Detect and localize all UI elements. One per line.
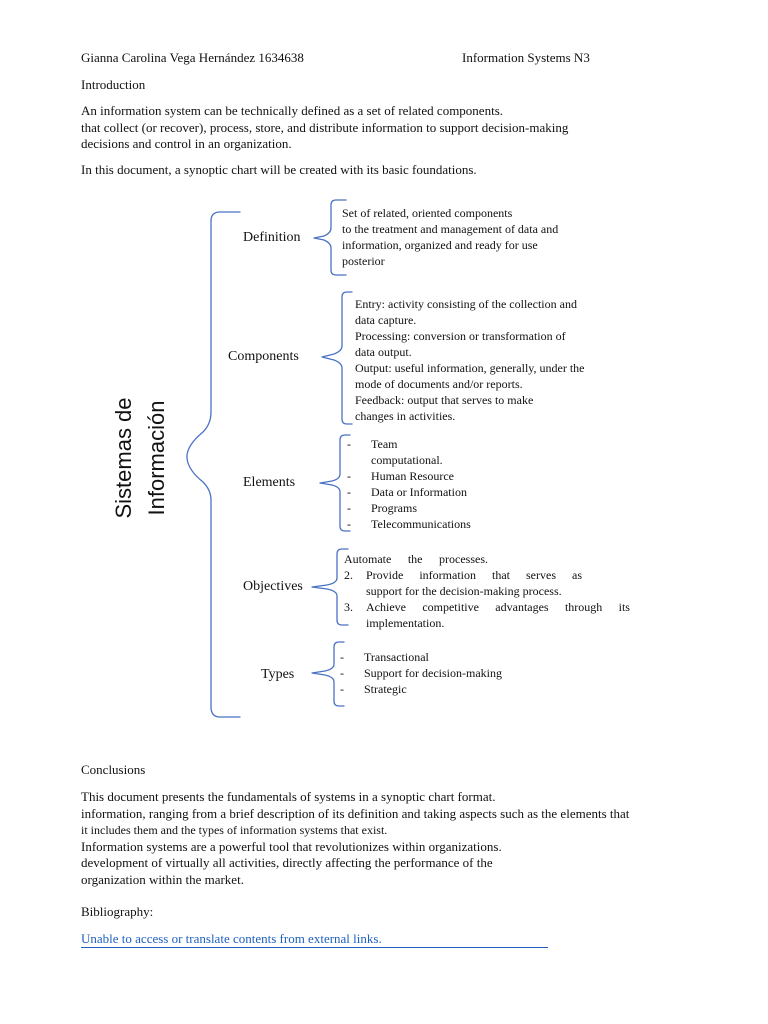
introduction-heading: Introduction: [81, 77, 146, 92]
chart-title-line: Sistemas de: [111, 397, 136, 519]
objective-row: 3. Achieve competitive advantages through its: [344, 600, 630, 614]
conclusions-line: it includes them and the types of information systems that exist.: [81, 823, 388, 837]
course-title: Information Systems N3: [462, 50, 590, 65]
elements-label: Elements: [243, 475, 296, 490]
components-line: Output: useful information, generally, under the: [355, 361, 585, 375]
main-brace: [187, 212, 240, 717]
author-line: Gianna Carolina Vega Hernández 1634638: [81, 50, 304, 65]
bibliography-link[interactable]: Unable to access or translate contents from external links.: [81, 931, 548, 948]
components-label: Components: [228, 349, 299, 364]
objective-row: support for the decision-making process.: [366, 584, 562, 598]
components-line: changes in activities.: [355, 409, 456, 423]
definition-line: Set of related, oriented components: [342, 206, 513, 220]
conclusions-line: Information systems are a powerful tool that revolutionizes within organizations.: [81, 838, 502, 854]
intro-line: decisions and control in an organization.: [81, 136, 292, 151]
definition-line: posterior: [342, 254, 385, 268]
definition-text: [342, 205, 558, 269]
conclusions-line: development of virtually all activities, directly affecting the performance of the: [81, 855, 493, 870]
objectives-brace: [312, 549, 348, 625]
elements-brace: [320, 435, 350, 531]
conclusions-line: information, ranging from a brief description of its definition and taking aspects such as the elements that: [81, 805, 630, 821]
components-text: [355, 296, 585, 424]
bibliography-heading: Bibliography:: [81, 904, 154, 919]
objective-row: 2. Provide information that serves as: [344, 568, 582, 582]
definition-label: Definition: [243, 230, 301, 245]
intro-line: An information system can be technically defined as a set of related components.: [81, 103, 503, 118]
types-label: Types: [261, 667, 295, 682]
objectives-text: [344, 551, 630, 631]
definition-line: information, organized and ready for use: [342, 238, 538, 252]
intro-paragraph-2: In this document, a synoptic chart will be created with its basic foundations.: [81, 162, 477, 177]
conclusions-heading: Conclusions: [81, 762, 146, 777]
conclusions-line: organization within the market.: [81, 871, 244, 887]
components-line: data output.: [355, 345, 412, 359]
intro-line: that collect (or recover), process, store, and distribute information to support decision-making: [81, 119, 569, 135]
conclusions-line: This document presents the fundamentals of systems in a synoptic chart format.: [81, 789, 496, 804]
components-line: Feedback: output that serves to make: [355, 393, 534, 407]
components-line: mode of documents and/or reports.: [355, 377, 523, 391]
components-line: Entry: activity consisting of the collection and: [355, 297, 577, 311]
objective-row: implementation.: [366, 616, 445, 630]
definition-line: to the treatment and management of data and: [342, 222, 559, 236]
components-line: data capture.: [355, 313, 417, 327]
chart-title-line: Información: [144, 400, 169, 516]
conclusions-paragraph: [81, 789, 629, 888]
objective-row: Automate the processes.: [344, 552, 488, 566]
objectives-label: Objectives: [243, 579, 303, 594]
components-line: Processing: conversion or transformation of: [355, 329, 566, 343]
components-brace: [322, 292, 352, 424]
